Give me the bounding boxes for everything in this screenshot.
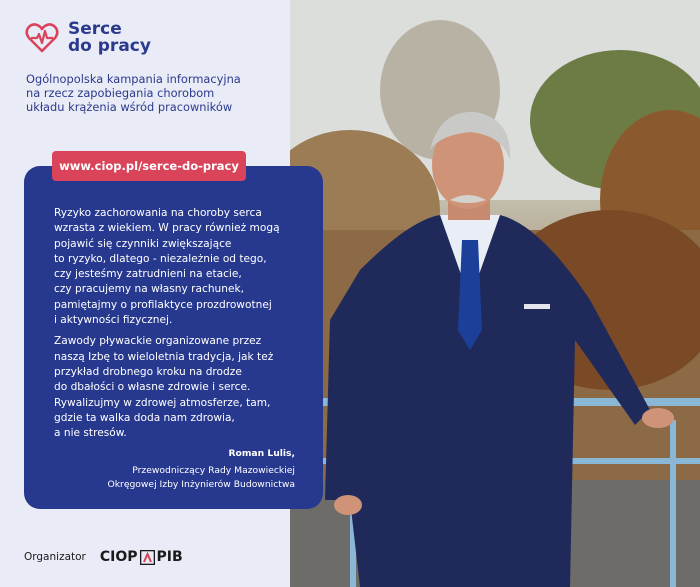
ciop-logo-right: PIB	[156, 549, 183, 565]
heart-ecg-icon	[24, 20, 60, 56]
quote-paragraph-2: Zawody pływackie organizowane przez naszą Izbę to wieloletnia tradycja, jak też przykład drobnego kroku na drodze do dbałości o własne zdrowie i serce. Rywalizujmy w zdrowej atmosferze, tam, gdzie ta walka doda nam zdrowia, a nie stresów.	[54, 335, 274, 440]
organizer-label: Organizator	[24, 551, 86, 563]
quote-card	[24, 166, 323, 509]
author-role: Przewodniczący Rady Mazowieckiej Okręgowej Izby Inżynierów Budownictwa	[107, 465, 295, 490]
ciop-logo-left: CIOP	[99, 549, 138, 565]
portrait-photo	[290, 0, 700, 587]
campaign-tagline: Ogólnopolska kampania informacyjna na rzecz zapobiegania chorobom układu krążenia wśród pracowników	[26, 72, 241, 114]
campaign-url-link[interactable]: www.ciop.pl/serce-do-pracy	[52, 151, 246, 181]
quote-author	[107, 447, 295, 492]
ciop-pib-logo	[100, 549, 183, 565]
author-name: Roman Lulis,	[228, 447, 295, 459]
quote-paragraph-1: Ryzyko zachorowania na choroby serca wzrasta z wiekiem. W pracy również mogą pojawić się czynniki zwiększające to ryzyko, dlatego - niezależnie od tego, czy jesteśmy zatrudnieni na etacie, czy pracujemy na własny rachunek, pamiętajmy o profilaktyce prozdrowotnej i aktywności fizycznej.	[54, 207, 280, 327]
photo-illustration	[290, 0, 700, 587]
organizer	[24, 549, 183, 565]
campaign-logo	[24, 20, 151, 56]
brand-name: Serce do pracy	[68, 19, 151, 56]
ciop-mark-icon	[140, 550, 155, 565]
